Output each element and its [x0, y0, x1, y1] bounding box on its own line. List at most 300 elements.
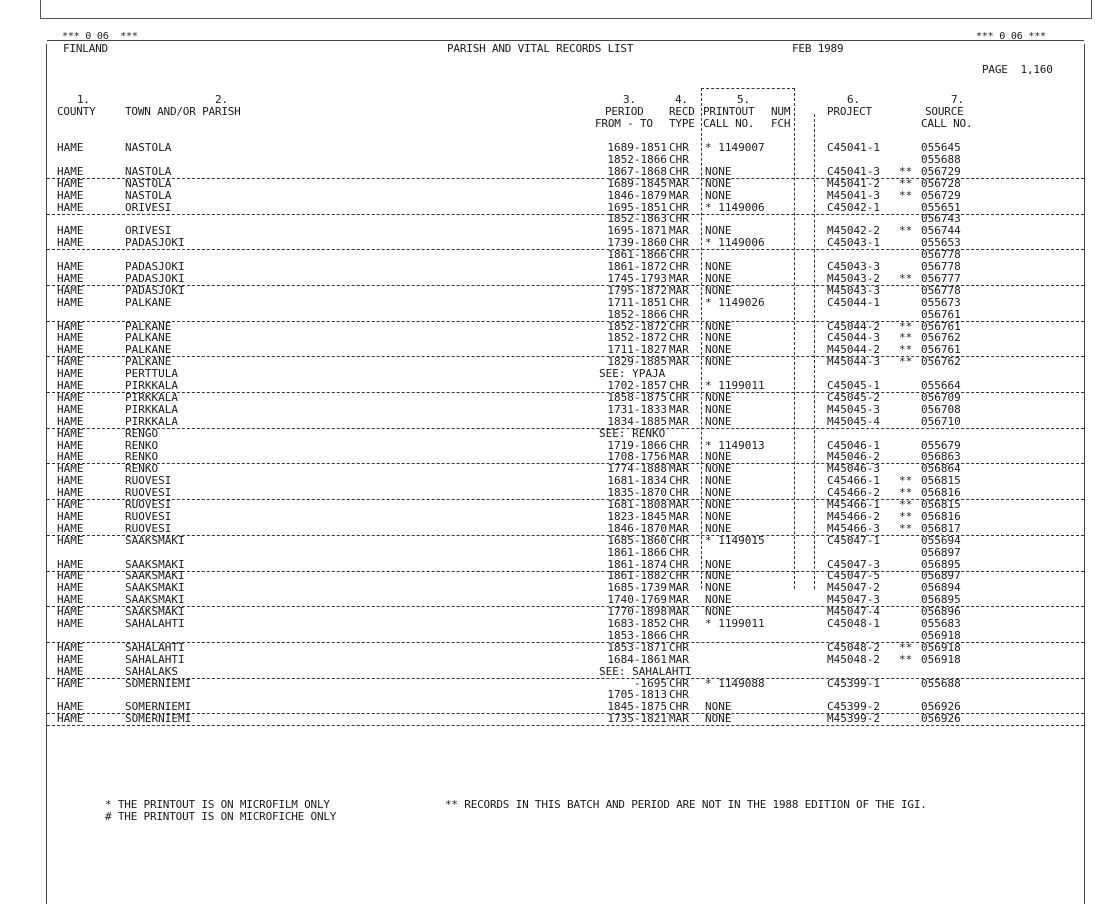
cell-county: HAME — [57, 700, 84, 714]
cell-printout: * 1149006 — [705, 236, 765, 250]
footnote-igi: ** RECORDS IN THIS BATCH AND PERIOD ARE NOT IN THE 1988 EDITION OF THE IGI. — [445, 798, 927, 811]
cell-printout: NONE — [705, 569, 732, 583]
cell-period: 1683-1852 — [607, 617, 667, 630]
cell-parish: SAHALAHTI — [125, 652, 185, 666]
cell-source: 056918 — [921, 640, 961, 654]
sheet-top-rule — [47, 40, 1084, 41]
cell-type: MAR — [669, 509, 689, 523]
cell-county: HAME — [57, 164, 84, 178]
cell-type: CHR — [669, 486, 689, 500]
cell-project: C45045-1 — [827, 379, 880, 392]
cell-project: M45466-1 — [827, 498, 880, 511]
cell-county: HAME — [57, 426, 84, 440]
cell-parish: PALKANE — [125, 355, 172, 369]
cell-type: CHR — [669, 248, 689, 262]
col7-header-a: SOURCE — [925, 105, 964, 118]
cell-source: 056709 — [921, 390, 961, 404]
cell-type: CHR — [669, 164, 689, 178]
cell-printout: * 1149088 — [705, 676, 765, 690]
cell-printout: NONE — [705, 164, 732, 178]
cell-printout: NONE — [705, 176, 732, 190]
cell-project: M45047-3 — [827, 593, 880, 607]
cell-printout: NONE — [705, 700, 732, 714]
cell-county: HAME — [57, 414, 84, 428]
cell-period: 1684-1861 — [607, 652, 667, 666]
table-row — [47, 356, 1084, 368]
cell-stars: ** — [899, 224, 913, 238]
cell-source: 056762 — [921, 355, 961, 369]
cell-type: CHR — [669, 676, 689, 690]
cell-parish: SAHALAHTI — [125, 640, 185, 654]
cell-county: HAME — [57, 617, 84, 630]
cell-county: HAME — [57, 176, 84, 190]
cell-county: HAME — [57, 509, 84, 523]
cell-county: HAME — [57, 676, 84, 690]
cell-period: 1695-1851 — [607, 200, 667, 214]
cell-period: 1705-1813 — [607, 688, 667, 702]
cell-type: MAR — [669, 581, 689, 595]
cell-period: 1858-1875 — [607, 390, 667, 404]
cell-county: HAME — [57, 557, 84, 571]
cell-county: HAME — [57, 295, 84, 309]
cell-parish: SOMERNIEMI — [125, 700, 192, 714]
cell-project: M45043-2 — [827, 271, 880, 285]
cell-source: 056897 — [921, 545, 961, 559]
cell-type: CHR — [669, 617, 689, 630]
cell-parish: SAAKSMAKI — [125, 569, 185, 583]
cell-project: C45041-1 — [827, 141, 880, 154]
cell-project: M45044-2 — [827, 343, 880, 357]
col5-header-b: CALL NO. — [703, 117, 755, 130]
cell-project: M45041-3 — [827, 188, 880, 202]
cell-source: 056894 — [921, 581, 961, 595]
cell-source: 055694 — [921, 533, 961, 547]
cell-period: SEE: SAHALAHTI — [599, 664, 692, 678]
cell-stars: ** — [899, 355, 913, 369]
col2-header: TOWN AND/OR PARISH — [125, 105, 241, 118]
cell-project: C45042-1 — [827, 200, 880, 214]
cell-source: 056778 — [921, 248, 961, 262]
cell-type: MAR — [669, 224, 689, 238]
cell-period: 1719-1866 — [607, 438, 667, 452]
cell-project: C45044-1 — [827, 295, 880, 309]
cell-parish: NASTOLA — [125, 164, 172, 178]
cell-period: SEE: YPAJA — [599, 367, 666, 381]
cell-parish: SAAKSMAKI — [125, 593, 185, 607]
cell-printout: * 1149006 — [705, 200, 765, 214]
cell-type: CHR — [669, 700, 689, 714]
cell-source: 056918 — [921, 628, 961, 642]
cell-county: HAME — [57, 367, 84, 381]
cell-period: 1852-1866 — [607, 307, 667, 321]
cell-period: 1739-1860 — [607, 236, 667, 250]
cell-county: HAME — [57, 581, 84, 595]
cell-period: 1711-1827 — [607, 343, 667, 357]
col2-number: 2. — [215, 93, 228, 106]
cell-source: 055651 — [921, 200, 961, 214]
cell-source: 056815 — [921, 498, 961, 511]
cell-stars: ** — [899, 176, 913, 190]
cell-printout: * 1149026 — [705, 295, 765, 309]
report-title: PARISH AND VITAL RECORDS LIST — [447, 42, 634, 55]
cell-county: HAME — [57, 438, 84, 452]
cell-source: 056816 — [921, 486, 961, 500]
cell-county: HAME — [57, 569, 84, 583]
cell-source: 056778 — [921, 260, 961, 273]
cell-type: CHR — [669, 533, 689, 547]
cell-county: HAME — [57, 402, 84, 416]
cell-period: 1835-1870 — [607, 486, 667, 500]
cell-county: HAME — [57, 271, 84, 285]
cell-type: CHR — [669, 212, 689, 226]
cell-source: 056897 — [921, 569, 961, 583]
cell-parish: RUOVESI — [125, 509, 172, 523]
cell-printout: * 1149007 — [705, 141, 765, 154]
table-row — [47, 297, 1084, 309]
cell-stars: ** — [899, 498, 913, 511]
cell-printout: NONE — [705, 188, 732, 202]
cell-source: 056896 — [921, 605, 961, 619]
cell-period: 1695-1871 — [607, 224, 667, 238]
cell-project: C45399-1 — [827, 676, 880, 690]
cell-period: 1689-1851 — [607, 141, 667, 154]
cell-project: M45045-3 — [827, 402, 880, 416]
cell-printout: NONE — [705, 450, 732, 464]
footnote-microfilm: * THE PRINTOUT IS ON MICROFILM ONLY — [105, 798, 330, 811]
cell-county: HAME — [57, 474, 84, 488]
cell-project: C45047-3 — [827, 557, 880, 571]
table-row — [47, 713, 1084, 726]
table-row — [47, 428, 1084, 440]
cell-county: HAME — [57, 498, 84, 511]
cell-type: MAR — [669, 498, 689, 511]
cell-type: MAR — [669, 355, 689, 369]
cell-parish: SAAKSMAKI — [125, 605, 185, 619]
page-number: PAGE 1,160 — [982, 63, 1053, 76]
cell-county: HAME — [57, 283, 84, 297]
cell-period: 1846-1879 — [607, 188, 667, 202]
country-label: FINLAND — [63, 42, 108, 55]
cell-period: 1681-1834 — [607, 474, 667, 488]
cell-type: MAR — [669, 712, 689, 726]
cell-source: 056895 — [921, 557, 961, 571]
cell-period: 1711-1851 — [607, 295, 667, 309]
cell-printout: * 1149013 — [705, 438, 765, 452]
col5-number: 5. — [737, 93, 750, 106]
cell-source: 056761 — [921, 307, 961, 321]
cell-project: M45041-2 — [827, 176, 880, 190]
cell-county: HAME — [57, 236, 84, 250]
cell-period: 1852-1872 — [607, 331, 667, 345]
cell-printout: * 1199011 — [705, 617, 765, 630]
cell-project: C45048-2 — [827, 640, 880, 654]
cell-county: HAME — [57, 450, 84, 464]
cell-project: C45043-3 — [827, 260, 880, 273]
cell-period: 1745-1793 — [607, 271, 667, 285]
cell-stars: ** — [899, 486, 913, 500]
cell-period: 1740-1769 — [607, 593, 667, 607]
cell-stars: ** — [899, 474, 913, 488]
cell-type: CHR — [669, 688, 689, 702]
cell-county: HAME — [57, 188, 84, 202]
col4-number: 4. — [675, 93, 688, 106]
cell-parish: SAHALAKS — [125, 664, 178, 678]
cell-printout: NONE — [705, 319, 732, 333]
report-sheet — [46, 44, 1085, 904]
table-row — [47, 178, 1084, 190]
cell-project: C45399-2 — [827, 700, 880, 714]
cell-county: HAME — [57, 390, 84, 404]
cell-source: 056729 — [921, 164, 961, 178]
cell-stars: ** — [899, 640, 913, 654]
cell-stars: ** — [899, 188, 913, 202]
cell-project: M45043-3 — [827, 283, 880, 297]
table-row — [47, 642, 1084, 654]
cell-period: 1774-1888 — [607, 462, 667, 476]
table-row — [47, 190, 1084, 202]
cell-source: 056864 — [921, 462, 961, 476]
col3-header-a: PERIOD — [605, 105, 644, 118]
col3-number: 3. — [623, 93, 636, 106]
cell-parish: PIRKKALA — [125, 402, 178, 416]
cell-source: 056728 — [921, 176, 961, 190]
cell-project: M45047-4 — [827, 605, 880, 619]
cell-parish: NASTOLA — [125, 188, 172, 202]
cell-project: C45041-3 — [827, 164, 880, 178]
cell-type: MAR — [669, 450, 689, 464]
cell-period: 1845-1875 — [607, 700, 667, 714]
cell-county: HAME — [57, 605, 84, 619]
table-row — [47, 678, 1084, 690]
top-frame — [40, 0, 1092, 19]
cell-project: M45047-2 — [827, 581, 880, 595]
cell-source: 056761 — [921, 319, 961, 333]
cell-source: 055664 — [921, 379, 961, 392]
cell-project: C45466-1 — [827, 474, 880, 488]
cell-project: M45466-2 — [827, 509, 880, 523]
cell-project: M45046-2 — [827, 450, 880, 464]
cell-printout: NONE — [705, 593, 732, 607]
cell-printout: * 1149015 — [705, 533, 765, 547]
cell-parish: ORIVESI — [125, 200, 172, 214]
cell-type: CHR — [669, 141, 689, 154]
cell-type: MAR — [669, 402, 689, 416]
cell-printout: NONE — [705, 355, 732, 369]
cell-county: HAME — [57, 379, 84, 392]
cell-printout: NONE — [705, 402, 732, 416]
cell-type: MAR — [669, 271, 689, 285]
cell-county: HAME — [57, 260, 84, 273]
cell-parish: RUOVESI — [125, 498, 172, 511]
cell-type: MAR — [669, 521, 689, 535]
cell-county: HAME — [57, 200, 84, 214]
cell-source: 055688 — [921, 152, 961, 166]
cell-project: C45043-1 — [827, 236, 880, 250]
table-row — [47, 547, 1084, 559]
cell-parish: PALKANE — [125, 295, 172, 309]
cell-source: 056777 — [921, 271, 961, 285]
cell-stars: ** — [899, 319, 913, 333]
cell-source: 055653 — [921, 236, 961, 250]
cell-project: C45044-2 — [827, 319, 880, 333]
cell-project: M45045-4 — [827, 414, 880, 428]
cell-period: 1834-1885 — [607, 414, 667, 428]
cell-parish: RENGO — [125, 426, 159, 440]
table-row — [47, 654, 1084, 666]
cell-printout: NONE — [705, 557, 732, 571]
cell-county: HAME — [57, 593, 84, 607]
cell-source: 056815 — [921, 474, 961, 488]
cell-source: 056816 — [921, 509, 961, 523]
cell-printout: NONE — [705, 224, 732, 238]
cell-county: HAME — [57, 652, 84, 666]
cell-period: 1861-1874 — [607, 557, 667, 571]
cell-project: M45466-3 — [827, 521, 880, 535]
cell-stars: ** — [899, 164, 913, 178]
cell-printout: NONE — [705, 498, 732, 511]
cell-source: 056710 — [921, 414, 961, 428]
col5-header-d: FCH — [771, 117, 791, 130]
cell-type: CHR — [669, 640, 689, 654]
cell-period: 1861-1882 — [607, 569, 667, 583]
cell-source: 056708 — [921, 402, 961, 416]
cell-type: CHR — [669, 152, 689, 166]
cell-type: CHR — [669, 260, 689, 273]
cell-parish: RUOVESI — [125, 486, 172, 500]
top-right-marker: *** 0 06 *** — [976, 31, 1046, 42]
cell-project: C45466-2 — [827, 486, 880, 500]
cell-period: 1861-1872 — [607, 260, 667, 273]
cell-type: MAR — [669, 462, 689, 476]
cell-period: 1823-1845 — [607, 509, 667, 523]
cell-parish: PIRKKALA — [125, 414, 178, 428]
cell-type: CHR — [669, 557, 689, 571]
cell-project: C45047-1 — [827, 533, 880, 547]
col1-number: 1. — [77, 93, 90, 106]
cell-parish: SAHALAHTI — [125, 617, 185, 630]
cell-project: C45047-5 — [827, 569, 880, 583]
cell-type: MAR — [669, 343, 689, 357]
col6-number: 6. — [847, 93, 860, 106]
cell-source: 055679 — [921, 438, 961, 452]
table-row — [47, 404, 1084, 416]
cell-type: CHR — [669, 569, 689, 583]
col5-header-a: PRINTOUT — [703, 105, 755, 118]
cell-county: HAME — [57, 141, 84, 154]
col1-header: COUNTY — [57, 105, 96, 118]
cell-parish: SAAKSMAKI — [125, 557, 185, 571]
cell-parish: PADASJOKI — [125, 283, 185, 297]
cell-parish: SOMERNIEMI — [125, 676, 192, 690]
cell-type: CHR — [669, 628, 689, 642]
cell-printout: NONE — [705, 521, 732, 535]
cell-parish: RUOVESI — [125, 521, 172, 535]
cell-type: CHR — [669, 390, 689, 404]
cell-county: HAME — [57, 664, 84, 678]
cell-county: HAME — [57, 355, 84, 369]
table-row — [47, 285, 1084, 297]
cell-parish: ORIVESI — [125, 224, 172, 238]
cell-parish: RENKO — [125, 450, 159, 464]
cell-project: M45399-2 — [827, 712, 880, 726]
cell-project: C45044-3 — [827, 331, 880, 345]
footnote-microfiche: # THE PRINTOUT IS ON MICROFICHE ONLY — [105, 810, 337, 823]
cell-type: CHR — [669, 545, 689, 559]
cell-source: 056778 — [921, 283, 961, 297]
cell-source: 056729 — [921, 188, 961, 202]
cell-source: 056743 — [921, 212, 961, 226]
cell-printout: NONE — [705, 712, 732, 726]
cell-county: HAME — [57, 486, 84, 500]
cell-stars: ** — [899, 521, 913, 535]
cell-source: 055673 — [921, 295, 961, 309]
cell-stars: ** — [899, 509, 913, 523]
cell-parish: PALKANE — [125, 331, 172, 345]
cell-period: 1689-1845 — [607, 176, 667, 190]
cell-parish: PADASJOKI — [125, 271, 185, 285]
col7-header-b: CALL NO. — [921, 117, 973, 130]
cell-county: HAME — [57, 319, 84, 333]
cell-period: 1853-1866 — [607, 628, 667, 642]
cell-source: 056926 — [921, 712, 961, 726]
cell-printout: NONE — [705, 474, 732, 488]
cell-source: 056918 — [921, 652, 961, 666]
cell-printout: NONE — [705, 343, 732, 357]
cell-stars: ** — [899, 271, 913, 285]
cell-period: 1853-1871 — [607, 640, 667, 654]
cell-county: HAME — [57, 533, 84, 547]
cell-printout: NONE — [705, 605, 732, 619]
cell-parish: PIRKKALA — [125, 390, 178, 404]
cell-type: MAR — [669, 605, 689, 619]
cell-parish: RENKO — [125, 462, 159, 476]
cell-project: M45044-3 — [827, 355, 880, 369]
cell-type: CHR — [669, 295, 689, 309]
col4-header-a: RECD — [669, 105, 695, 118]
cell-source: 056926 — [921, 700, 961, 714]
cell-period: -1695 — [633, 676, 667, 690]
cell-source: 055645 — [921, 141, 961, 154]
cell-parish: PADASJOKI — [125, 236, 185, 250]
cell-stars: ** — [899, 652, 913, 666]
cell-period: 1861-1866 — [607, 248, 667, 262]
top-left-marker: *** 0 06 *** — [62, 31, 138, 42]
cell-printout: NONE — [705, 462, 732, 476]
cell-period: SEE: RENKO — [599, 426, 666, 440]
cell-period: 1852-1866 — [607, 152, 667, 166]
cell-source: 056817 — [921, 521, 961, 535]
cell-printout: * 1199011 — [705, 379, 765, 392]
cell-county: HAME — [57, 462, 84, 476]
cell-parish: PALKANE — [125, 319, 172, 333]
cell-type: MAR — [669, 593, 689, 607]
cell-parish: SOMERNIEMI — [125, 712, 192, 726]
cell-printout: NONE — [705, 271, 732, 285]
cell-type: CHR — [669, 438, 689, 452]
cell-parish: NASTOLA — [125, 176, 172, 190]
cell-project: M45042-2 — [827, 224, 880, 238]
col7-number: 7. — [951, 93, 964, 106]
cell-county: HAME — [57, 640, 84, 654]
cell-source: 055683 — [921, 617, 961, 630]
cell-source: 056863 — [921, 450, 961, 464]
cell-county: HAME — [57, 521, 84, 535]
cell-parish: SAAKSMAKI — [125, 581, 185, 595]
cell-county: HAME — [57, 224, 84, 238]
cell-type: MAR — [669, 188, 689, 202]
cell-period: 1852-1863 — [607, 212, 667, 226]
cell-period: 1735-1821 — [607, 712, 667, 726]
